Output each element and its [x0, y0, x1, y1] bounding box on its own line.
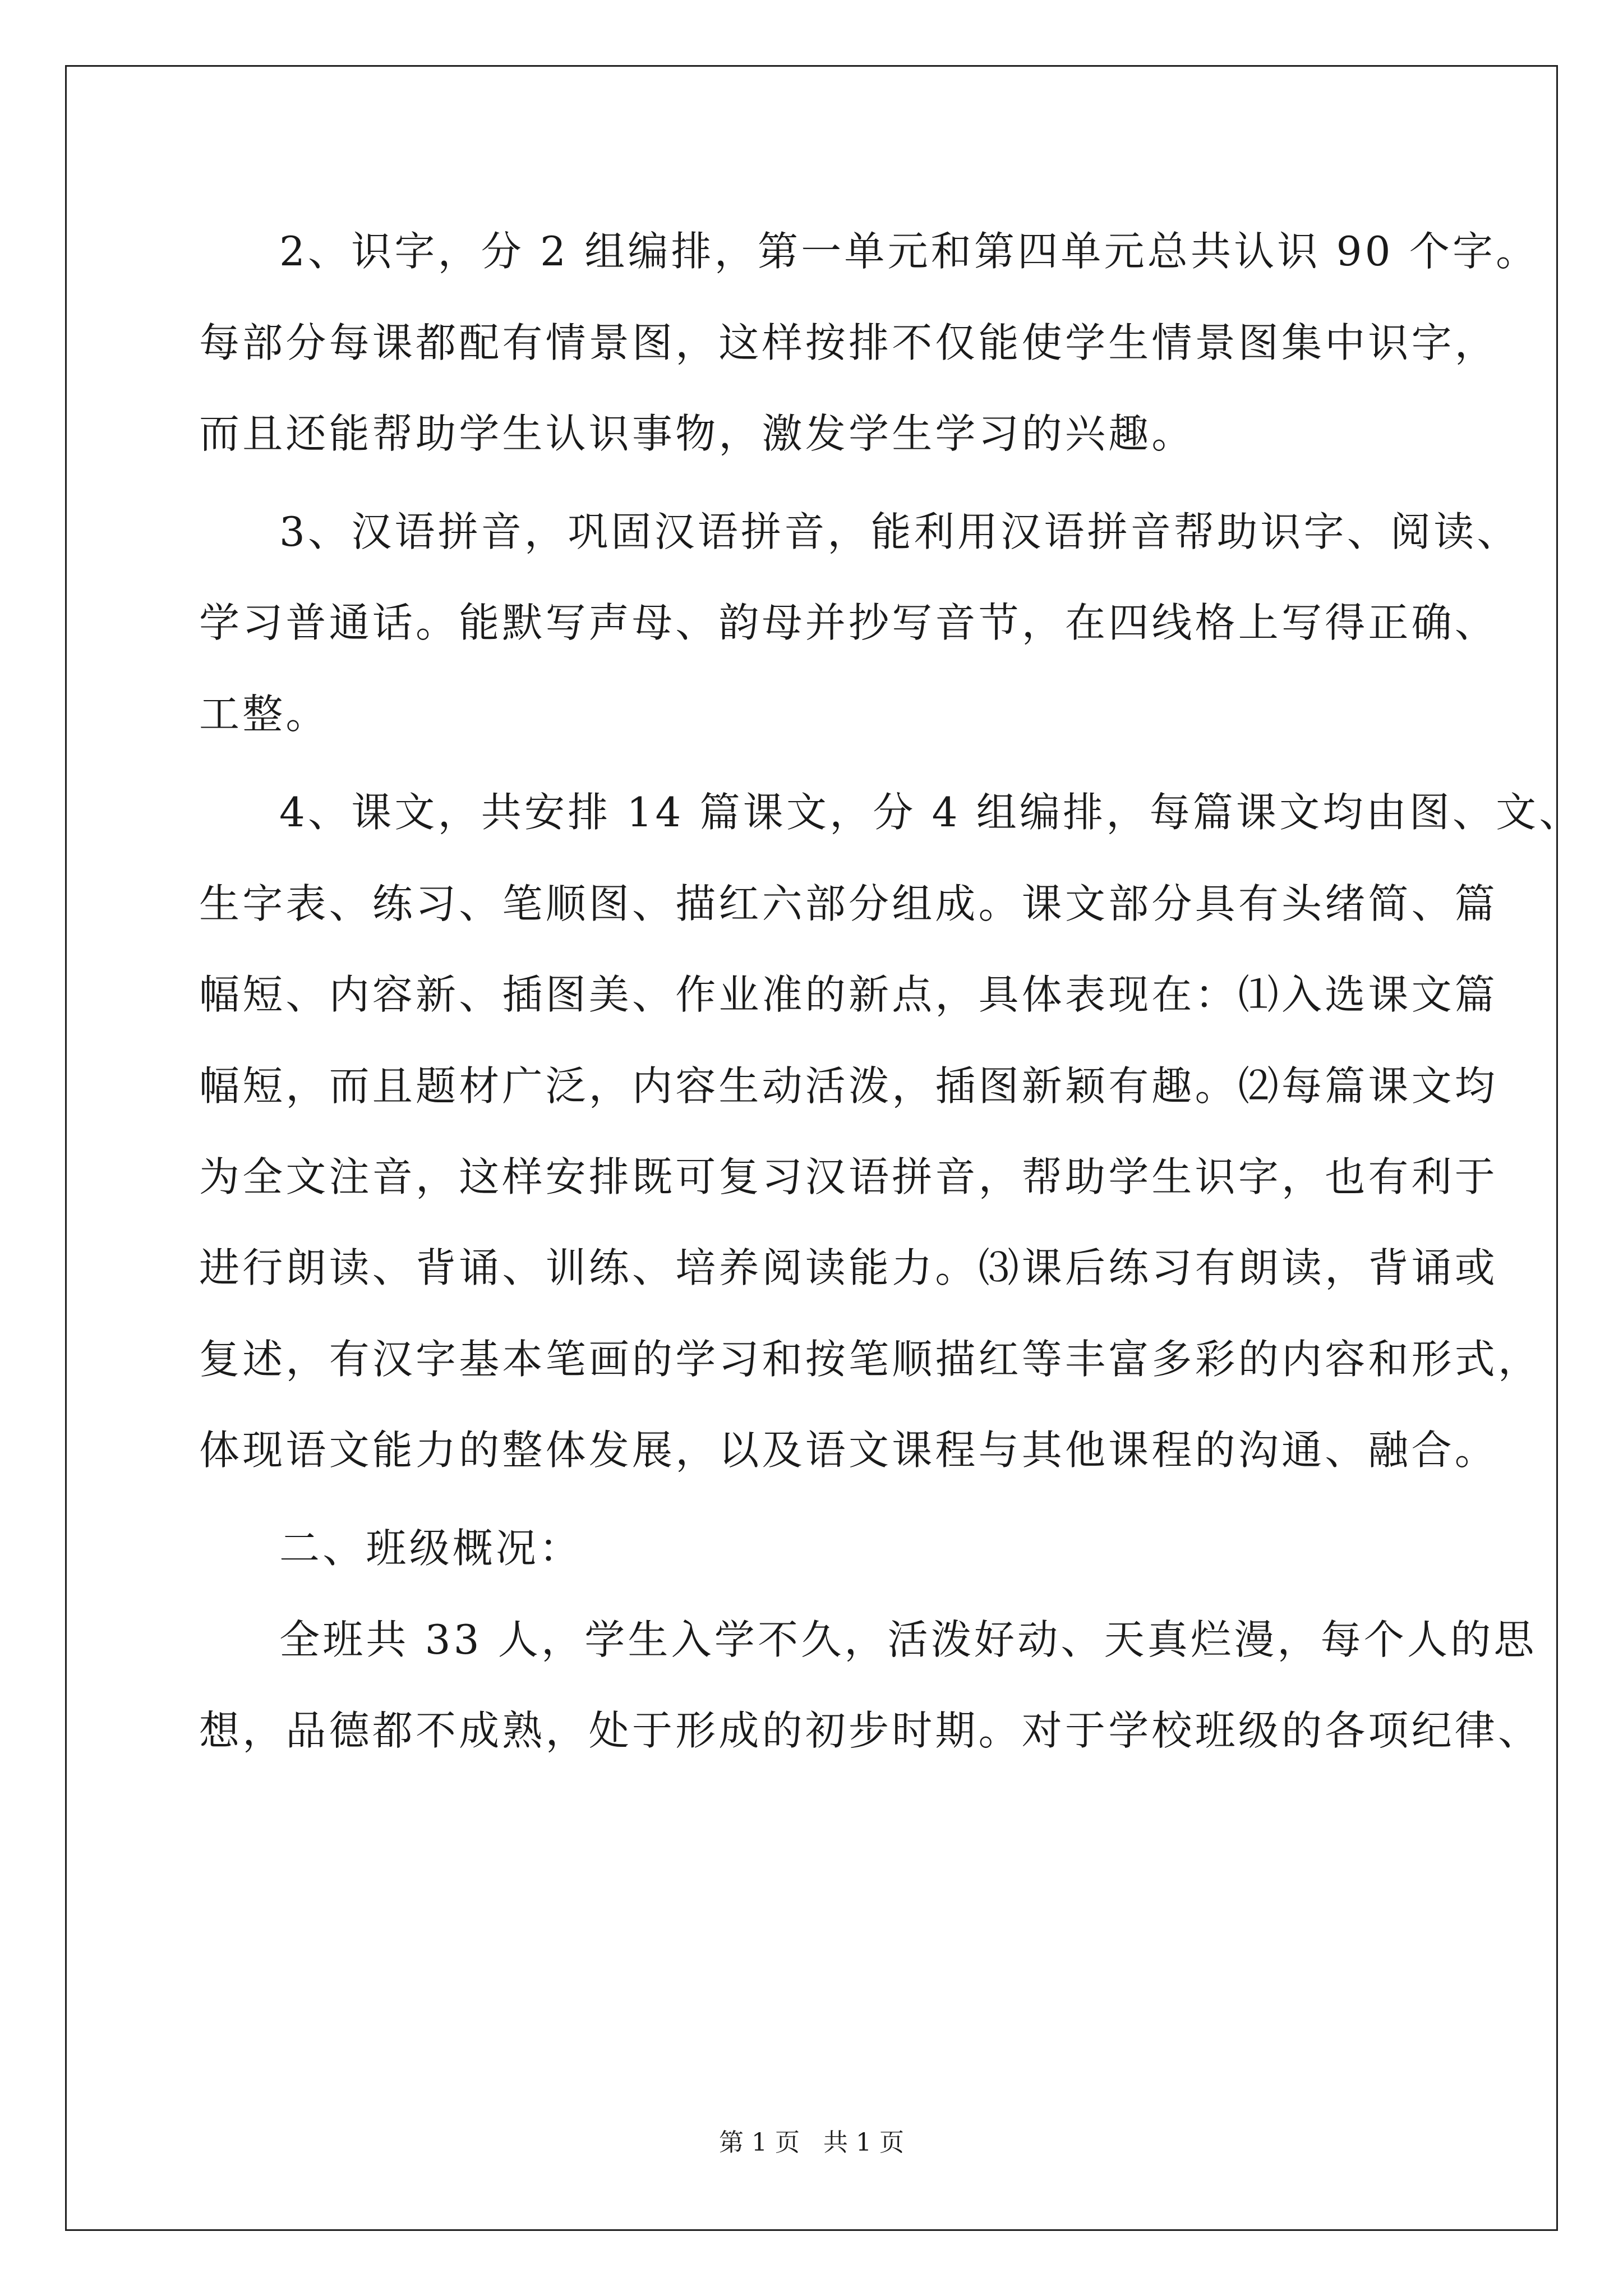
text-line: 进行朗读、背诵、训练、培养阅读能力。⑶课后练习有朗读，背诵或: [199, 1244, 1498, 1291]
text-line: 复述，有汉字基本笔画的学习和按笔顺描红等丰富多彩的内容和形式，: [199, 1336, 1542, 1383]
text-line: 想，品德都不成熟，处于形成的初步时期。对于学校班级的各项纪律、: [199, 1707, 1542, 1754]
text-line: 2、识字，分 2 组编排，第一单元和第四单元总共认识 90 个字。: [279, 228, 1539, 275]
section-heading: 二、班级概况：: [279, 1525, 583, 1572]
text-line: 生字表、练习、笔顺图、描红六部分组成。课文部分具有头绪简、篇: [199, 880, 1498, 927]
text-line: 每部分每课都配有情景图，这样按排不仅能使学生情景图集中识字，: [199, 319, 1498, 366]
text-line: 3、汉语拼音，巩固汉语拼音，能利用汉语拼音帮助识字、阅读、: [279, 508, 1520, 555]
text-line: 幅短、内容新、插图美、作业准的新点，具体表现在：⑴入选课文篇: [199, 971, 1498, 1018]
text-line: 4、课文，共安排 14 篇课文，分 4 组编排，每篇课文均由图、文、: [279, 789, 1583, 836]
text-line: 为全文注音，这样安排既可复习汉语拼音，帮助学生识字，也有利于: [199, 1153, 1498, 1200]
text-line: 工整。: [199, 691, 329, 738]
text-line: 全班共 33 人，学生入学不久，活泼好动、天真烂漫，每个人的思: [279, 1616, 1537, 1663]
text-line: 体现语文能力的整体发展，以及语文课程与其他课程的沟通、融合。: [199, 1427, 1498, 1474]
text-line: 而且还能帮助学生认识事物，激发学生学习的兴趣。: [199, 410, 1195, 457]
text-line: 幅短，而且题材广泛，内容生动活泼，插图新颖有趣。⑵每篇课文均: [199, 1062, 1498, 1110]
page-footer: 第 1 页 共 1 页: [719, 2128, 904, 2157]
text-line: 学习普通话。能默写声母、韵母并抄写音节，在四线格上写得正确、: [199, 599, 1498, 646]
